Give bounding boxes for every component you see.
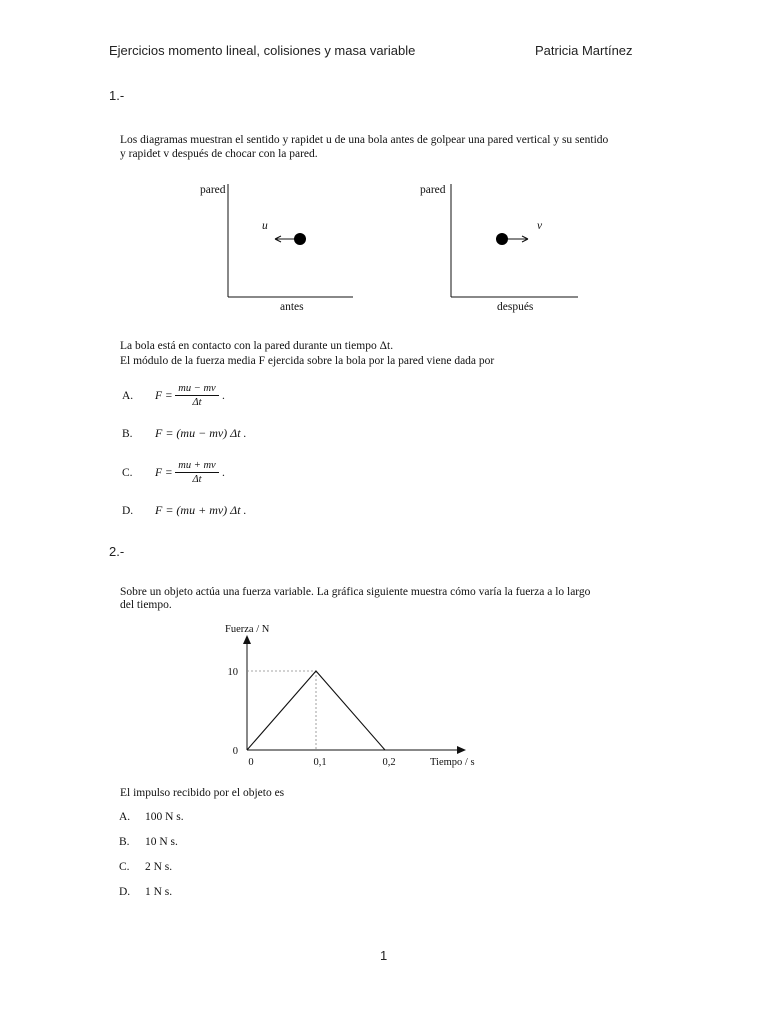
q1-option-a-denominator: Δt	[192, 397, 202, 408]
q1-intro-line-2: y rapidet v después de chocar con la pared.	[120, 148, 318, 160]
x-axis-label: Tiempo / s	[430, 757, 475, 768]
page-number: 1	[380, 948, 388, 963]
diagram-before	[195, 176, 365, 316]
x-tick-label: 0,1	[313, 757, 327, 768]
q1-option-d-letter: D.	[122, 505, 134, 517]
x-axis-arrow-icon	[457, 746, 466, 754]
x-tick-label: 0,2	[382, 757, 396, 768]
diagram-after	[420, 176, 590, 316]
caption-after: después	[497, 301, 534, 313]
q1-option-b-expr: F = (mu − mv) Δt .	[155, 426, 247, 440]
q1-body-line-1: La bola está en contacto con la pared durante un tiempo Δt.	[120, 340, 394, 352]
x-tick-label: 0	[248, 757, 254, 768]
q1-option-a-lhs: F =	[155, 390, 173, 402]
q2-option-d-text: 1 N s.	[145, 886, 173, 898]
force-series-line	[247, 671, 385, 750]
y-axis-arrow-icon	[243, 635, 251, 644]
q1-option-c-tail: .	[222, 467, 225, 479]
q2-option-b-letter: B.	[119, 836, 130, 848]
velocity-label-v: v	[537, 220, 543, 232]
q1-option-c-letter: C.	[122, 467, 133, 479]
q1-option-c-numerator: mu + mv	[175, 459, 219, 473]
q2-intro-line-1: Sobre un objeto actúa una fuerza variable. La gráfica siguiente muestra cómo varía la fuerza a lo largo	[120, 586, 591, 598]
q1-option-c-denominator: Δt	[192, 474, 202, 485]
q2-option-a-text: 100 N s.	[145, 811, 184, 823]
ball-after	[496, 233, 508, 245]
wall-label-before: pared	[200, 184, 226, 196]
q1-option-c-lhs: F =	[155, 467, 173, 479]
caption-before: antes	[280, 301, 304, 313]
question-2-number: 2.-	[109, 544, 125, 559]
q1-intro-line-1: Los diagramas muestran el sentido y rapidet u de una bola antes de golpear una pared vertical y su sentido	[120, 134, 609, 146]
q2-option-d-letter: D.	[119, 886, 131, 898]
q2-question: El impulso recibido por el objeto es	[120, 787, 285, 799]
q1-option-c-fraction	[175, 459, 219, 486]
q2-option-c-letter: C.	[119, 861, 130, 873]
question-1-number: 1.-	[109, 88, 125, 103]
y-tick-label: 10	[227, 667, 238, 678]
document-author: Patricia Martínez	[535, 43, 633, 58]
q2-option-a-letter: A.	[119, 811, 131, 823]
ball-before	[294, 233, 306, 245]
q1-option-d-expr: F = (mu + mv) Δt .	[155, 503, 247, 517]
q2-option-b-text: 10 N s.	[145, 836, 178, 848]
q1-option-a-numerator: mu − mv	[175, 382, 219, 396]
q2-option-c-text: 2 N s.	[145, 861, 173, 873]
y-tick-label: 0	[232, 746, 238, 757]
q1-option-a-tail: .	[222, 390, 225, 402]
wall-label-after: pared	[420, 184, 446, 196]
document-title: Ejercicios momento lineal, colisiones y masa variable	[109, 43, 416, 58]
q1-option-a-fraction	[175, 382, 219, 409]
y-axis-label: Fuerza / N	[225, 624, 270, 635]
q1-body-line-2: El módulo de la fuerza media F ejercida sobre la bola por la pared viene dada por	[120, 355, 495, 367]
velocity-label-u: u	[262, 220, 268, 232]
q1-option-a-letter: A.	[122, 390, 134, 402]
q2-intro-line-2: del tiempo.	[120, 599, 172, 611]
q1-option-b-letter: B.	[122, 428, 133, 440]
force-time-chart	[215, 615, 495, 775]
